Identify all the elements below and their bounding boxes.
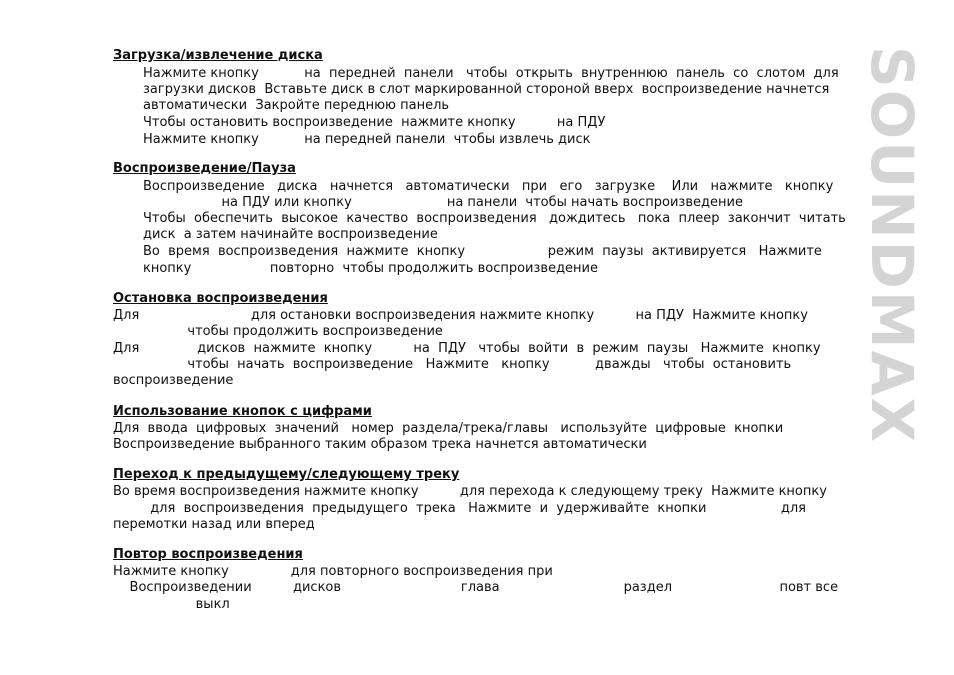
text-line: Для для остановки воспроизведения нажмите кнопку на ПДУ Нажмите кнопку [113,308,808,323]
text-line: Чтобы остановить воспроизведение нажмите кнопку на ПДУ [143,115,606,130]
text-line: чтобы продолжить воспроизведение [113,324,443,339]
text-line: чтобы начать воспроизведение Нажмите кнопку дважды чтобы остановить [113,357,792,372]
text-line: выкл [113,597,230,612]
text-line: Для дисков нажмите кнопку на ПДУ чтобы войти в режим паузы Нажмите кнопку [113,341,821,356]
section-heading: Использование кнопок с цифрами [113,404,372,419]
text-line: Для ввода цифровых значений номер раздела/трека/главы используйте цифровые кнопки [113,421,784,436]
section-heading: Загрузка/извлечение диска [113,48,323,63]
text-line: Нажмите кнопку на передней панели чтобы извлечь диск [143,132,591,147]
section-heading: Переход к предыдущему/следующему треку [113,467,460,482]
section-heading: Повтор воспроизведения [113,547,303,562]
brand-text: SOUNDMAX [858,46,926,445]
text-line: Во время воспроизведения нажмите кнопку для перехода к следующему треку Нажмите кнопку [113,484,827,499]
section-heading: Остановка воспроизведения [113,291,328,306]
text-line: Нажмите кнопку на передней панели чтобы открыть внутреннюю панель со слотом для [143,66,839,81]
text-line: для воспроизведения предыдущего трека Нажмите и удерживайте кнопки для [113,501,806,516]
text-line: диск а затем начинайте воспроизведение [143,227,438,242]
text-line: кнопку повторно чтобы продолжить воспроизведение [143,261,598,276]
text-line: загрузки дисков Вставьте диск в слот маркированной стороной вверх воспроизведение начнется [143,82,830,97]
text-line: Чтобы обеспечить высокое качество воспроизведения дождитесь пока плеер закончит читать [143,211,846,226]
brand-logo [858,46,926,622]
text-line: Воспроизведении дисков глава раздел повт все [113,580,839,595]
text-line: на ПДУ или кнопку на панели чтобы начать воспроизведение [143,195,743,210]
text-line: Нажмите кнопку для повторного воспроизведения при [113,564,553,579]
section-heading: Воспроизведение/Пауза [113,161,296,176]
text-line: Во время воспроизведения нажмите кнопку режим паузы активируется Нажмите [143,244,822,259]
text-line: воспроизведение [113,373,234,388]
text-line: автоматически Закройте переднюю панель [143,98,450,113]
text-line: Воспроизведение диска начнется автоматически при его загрузке Или нажмите кнопку [143,179,834,194]
text-line: Воспроизведение выбранного таким образом трека начнется автоматически [113,437,647,452]
text-line: перемотки назад или вперед [113,517,315,532]
